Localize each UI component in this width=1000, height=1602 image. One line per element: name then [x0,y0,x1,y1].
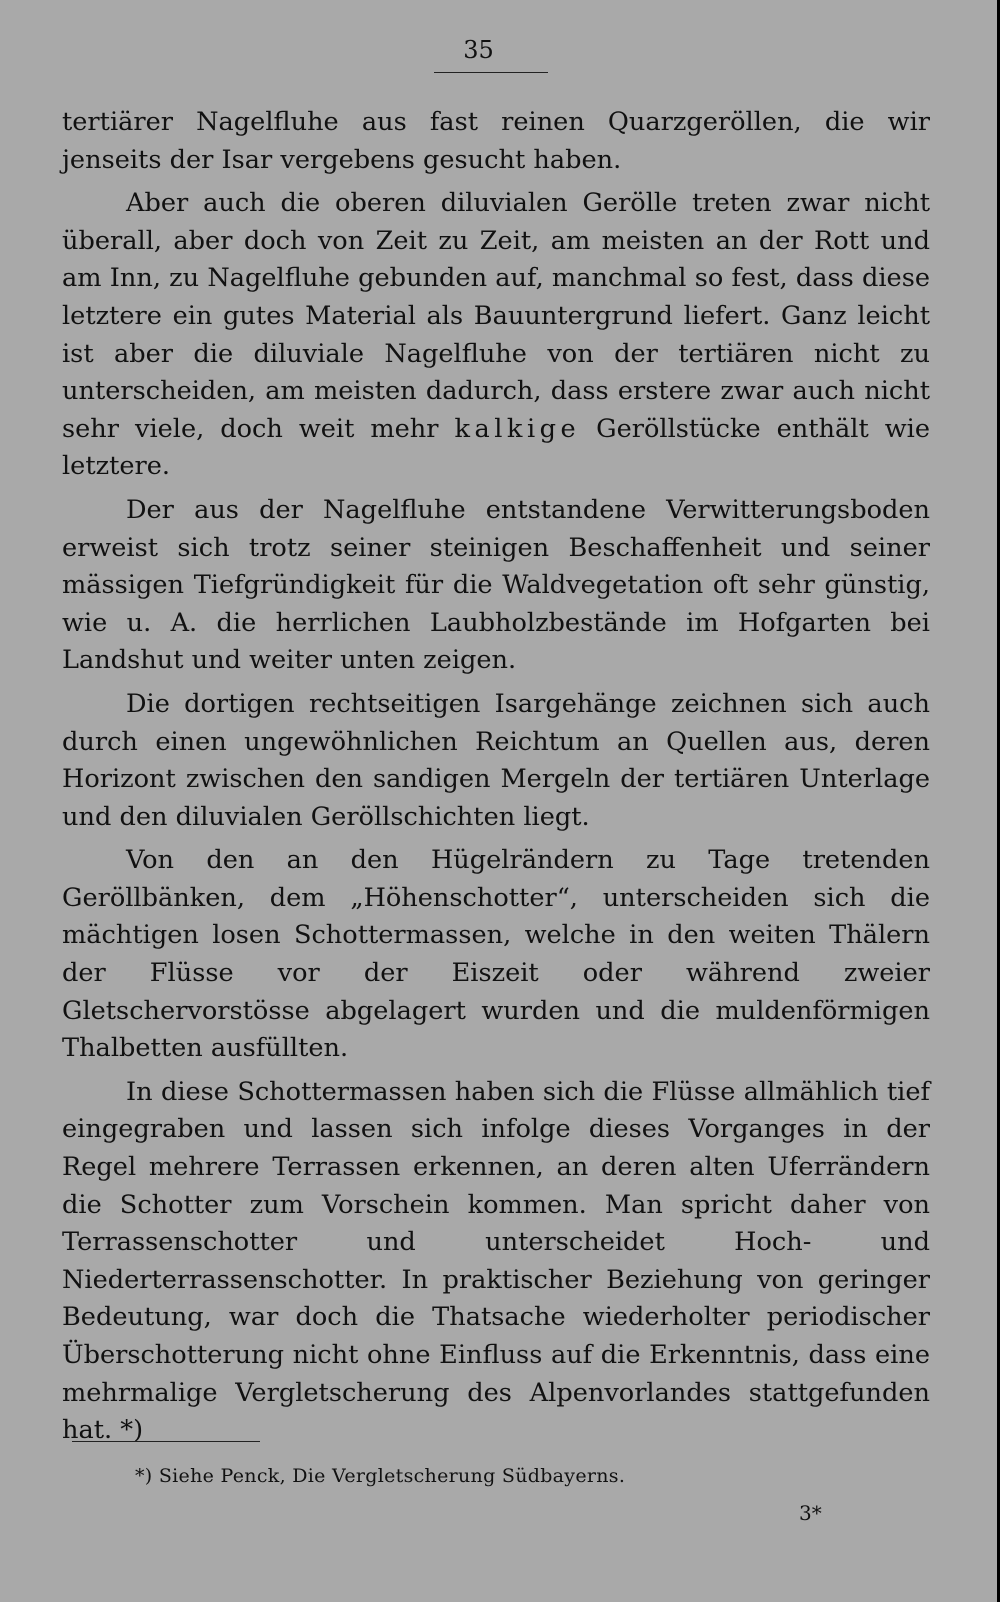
signature-mark: 3* [799,1501,822,1525]
paragraph-1 [62,104,930,179]
page-number: 35 [463,36,494,64]
paragraph-2 [62,185,930,486]
header-rule [434,72,548,73]
paragraph-5-text: Von den an den Hügelrändern zu Tage tretenden Geröllbänken, dem „Höhenschotter“, unterscheiden sich die mächtigen losen Schottermassen, welche in den weiten Thälern der Flüsse vor der Eiszeit oder während zweier Gletschervorstösse abgelagert wurden und die muldenförmigen Thalbetten ausfüllten. [62,845,930,1064]
paragraph-6-text: In diese Schottermassen haben sich die Flüsse allmählich tief eingegraben und lassen sich infolge dieses Vorganges in der Regel mehrere Terrassen erkennen, an deren alten Uferrändern die Schotter zum Vorschein kommen. Man spricht daher von Terrassenschotter und unterscheidet Hoch- und Niederterrassenschotter. In praktischer Beziehung von geringer Bedeutung, war doch die Thatsache wiederholter periodischer Überschotterung nicht ohne Einfluss auf die Erkenntnis, dass eine mehrmalige Vergletscherung des Alpenvorlandes stattgefunden hat. *) [62,1076,930,1446]
paragraph-6 [62,1074,930,1450]
paragraph-3 [62,492,930,680]
paragraph-5 [62,842,930,1068]
paragraph-2-text: Aber auch die oberen diluvialen Gerölle treten zwar nicht überall, aber doch von Zeit zu Zeit, am meisten an der Rott und am Inn, zu Nagelfluhe gebunden auf, manchmal so fest, dass diese letztere ein gutes Material als Bauuntergrund liefert. Ganz leicht ist aber die diluviale Nagelfluhe von der tertiären nicht zu unterscheiden, am meisten dadurch, dass erstere zwar auch nicht sehr viele, doch weit mehr [62,188,930,444]
paragraph-2-text-end: Geröllstücke enthält wie letztere. [62,413,931,482]
footnote: *) Siehe Penck, Die Vergletscherung Südbayerns. [135,1465,626,1487]
footnote-rule [72,1441,260,1442]
paragraph-4-text: Die dortigen rechtseitigen Isargehänge zeichnen sich auch durch einen ungewöhnlichen Reichtum an Quellen aus, deren Horizont zwischen den sandigen Mergeln der tertiären Unterlage und den diluvialen Geröllschichten liegt. [62,688,930,832]
paragraph-3-text: Der aus der Nagelfluhe entstandene Verwitterungsboden erweist sich trotz seiner steinigen Beschaffenheit und seiner mässigen Tiefgründigkeit für die Waldvegetation oft sehr günstig, wie u. A. die herrlichen Laubholzbestände im Hofgarten bei Landshut und weiter unten zeigen. [62,494,930,676]
body-text [62,104,930,1456]
paragraph-4 [62,686,930,836]
paragraph-2-emphasis: kalkige [454,413,581,444]
paragraph-1-text: tertiärer Nagelfluhe aus fast reinen Quarzgeröllen, die wir jenseits der Isar vergebens gesucht haben. [62,107,930,175]
